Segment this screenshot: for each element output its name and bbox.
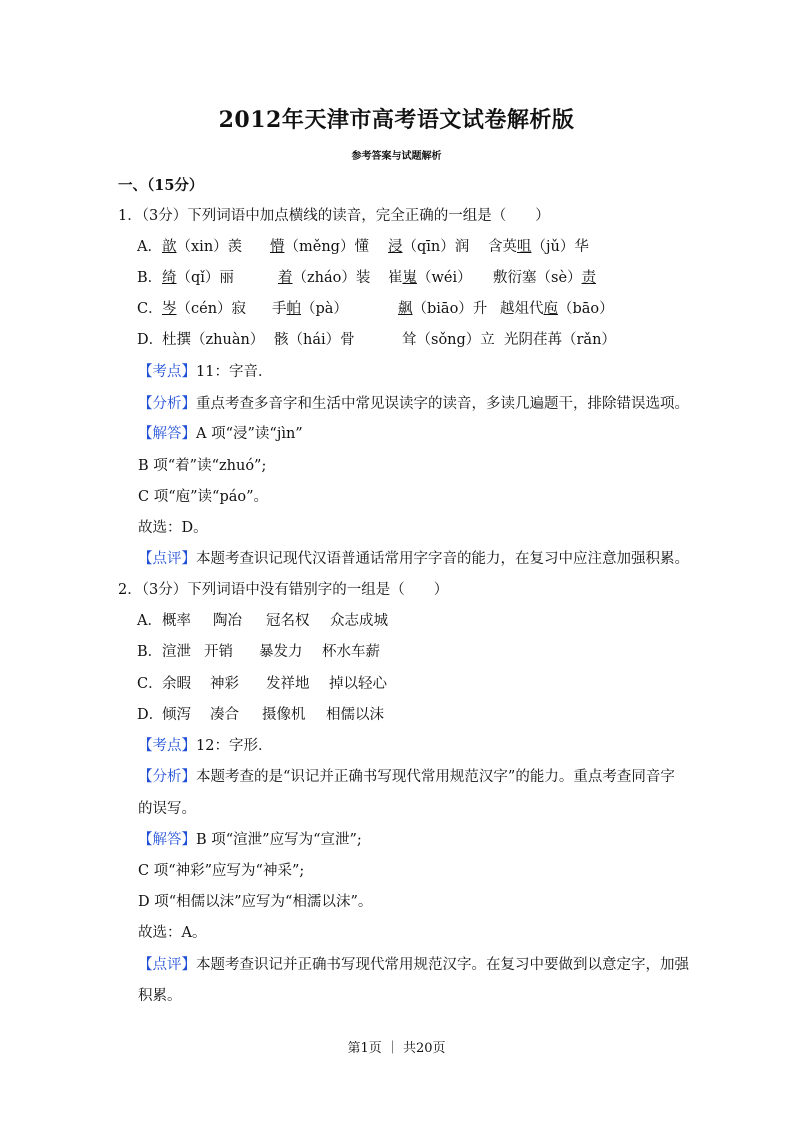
q1-option-d: D．杜撰（zhuàn） 骸（hái）骨 耸（sǒng）立 光阴荏苒（rǎn）: [137, 332, 616, 348]
q2-jieda: 【解答】B 项“渲泄”应写为“宣泄”;: [138, 832, 362, 848]
q2-option-d: D．倾泻 凑合 摄像机 相儒以沫: [137, 707, 384, 723]
q1-option-a: A．歆（xin）羡 懵（měng）懂 浸（qīn）润 含英咀（jǔ）华: [137, 239, 589, 255]
q2-dianping-line2: 积累。: [138, 988, 182, 1004]
page-title: 2012年天津市高考语文试卷解析版: [218, 107, 575, 133]
q2-answer: 故选：A。: [138, 925, 207, 941]
q1-fenxi: 【分析】重点考查多音字和生活中常见误读字的读音，多读几遍题干，排除错误选项。: [138, 396, 689, 412]
q1-option-b: B．绮（qǐ）丽 着（zháo）装 崔嵬（wéi） 敷衍塞（sè）责: [137, 270, 597, 286]
q1-answer: 故选：D。: [138, 520, 208, 536]
q2-jieda-line3: D 项“相儒以沫”应写为“相濡以沫”。: [138, 894, 373, 910]
q1-dianping: 【点评】本题考查识记现代汉语普通话常用字字音的能力，在复习中应注意加强积累。: [138, 551, 689, 567]
q2-fenxi: 【分析】本题考查的是“识记并正确书写现代常用规范汉字”的能力。重点考查同音字: [138, 769, 675, 785]
q2-fenxi-line2: 的误写。: [138, 801, 196, 817]
q2-option-b: B．渲泄 开销 暴发力 杯水车薪: [137, 644, 380, 660]
q1-jieda-line2: B 项“着”读“zhuó”;: [138, 458, 267, 474]
q1-option-c: C．岑（cén）寂 手帕（pà） 飙（biāo）升 越俎代庖（bāo）: [137, 301, 614, 317]
q1-jieda: 【解答】A 项“浸”读“jìn”: [138, 426, 303, 442]
page-footer: 第1页 ｜ 共20页: [347, 1041, 446, 1056]
q2-option-c: C．余暇 神彩 发祥地 掉以轻心: [137, 676, 387, 692]
q1-jieda-line3: C 项“庖”读“páo”。: [138, 489, 269, 505]
page-subtitle: 参考答案与试题解析: [351, 151, 442, 162]
q2-dianping: 【点评】本题考查识记并正确书写现代常用规范汉字。在复习中要做到以意定字，加强: [138, 957, 689, 973]
q2-kaodian: 【考点】12：字形．: [138, 738, 273, 754]
q2-jieda-line2: C 项“神彩”应写为“神采”;: [138, 863, 305, 879]
q1-stem: 1．（3分）下列词语中加点横线的读音，完全正确的一组是（ ）: [118, 208, 550, 224]
q2-option-a: A．概率 陶冶 冠名权 众志成城: [137, 613, 388, 629]
section-heading: 一、（15分）: [118, 177, 204, 194]
q2-stem: 2．（3分）下列词语中没有错别字的一组是（ ）: [118, 582, 449, 598]
q1-kaodian: 【考点】11：字音．: [138, 364, 273, 380]
